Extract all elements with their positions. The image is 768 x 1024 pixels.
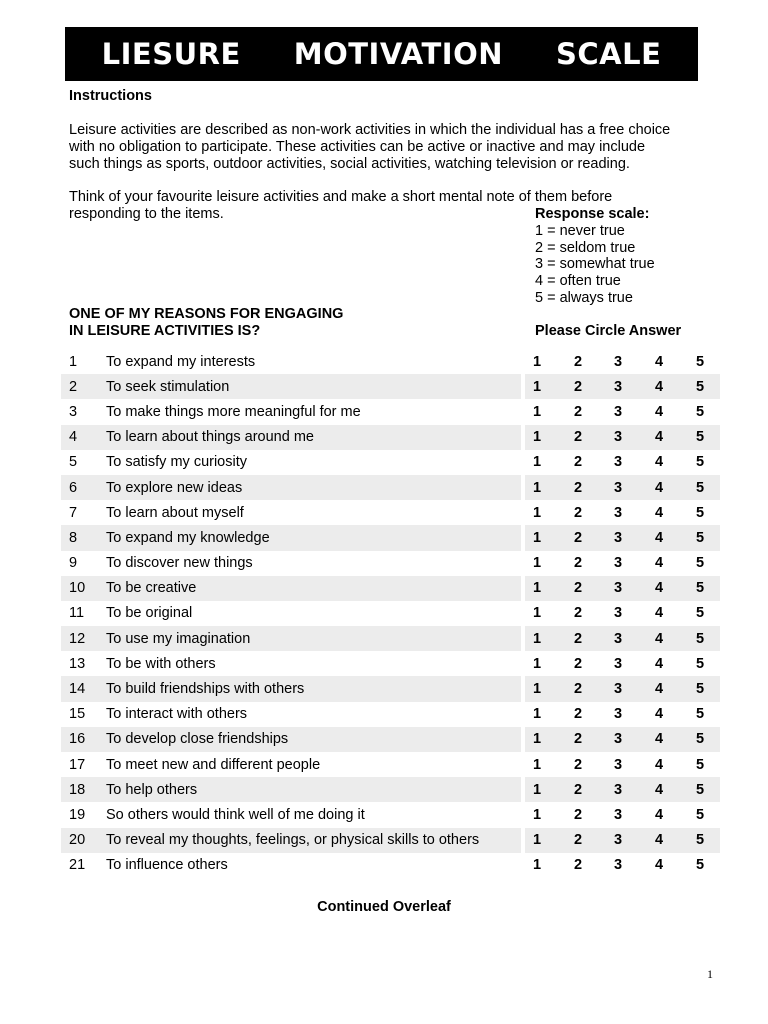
answer-option-2[interactable]: 2: [573, 403, 583, 420]
answer-option-1[interactable]: 1: [532, 353, 542, 370]
answer-option-2[interactable]: 2: [573, 353, 583, 370]
column-divider: [521, 651, 525, 676]
item-text: To seek stimulation: [106, 378, 230, 395]
answer-option-3[interactable]: 3: [613, 681, 623, 698]
answer-option-2[interactable]: 2: [573, 781, 583, 798]
answer-option-4[interactable]: 4: [654, 504, 664, 521]
answer-option-3[interactable]: 3: [613, 857, 623, 874]
page-number: 1: [707, 967, 713, 981]
answer-option-3[interactable]: 3: [613, 806, 623, 823]
item-row: [61, 752, 720, 777]
title-text: LIESURE MOTIVATION SCALE: [101, 37, 662, 71]
response-scale-item: 3 = somewhat true: [535, 256, 655, 273]
answer-option-4[interactable]: 4: [654, 353, 664, 370]
answer-option-4[interactable]: 4: [654, 806, 664, 823]
answer-option-3[interactable]: 3: [613, 605, 623, 622]
answer-option-3[interactable]: 3: [613, 731, 623, 748]
item-row: [61, 551, 720, 576]
answer-option-3[interactable]: 3: [613, 403, 623, 420]
column-divider: [521, 828, 525, 853]
answer-option-3[interactable]: 3: [613, 655, 623, 672]
answer-option-5[interactable]: 5: [695, 630, 705, 647]
answer-option-4[interactable]: 4: [654, 403, 664, 420]
answer-option-4[interactable]: 4: [654, 429, 664, 446]
answer-option-4[interactable]: 4: [654, 454, 664, 471]
answer-option-2[interactable]: 2: [573, 555, 583, 572]
answer-option-5[interactable]: 5: [695, 681, 705, 698]
answer-option-5[interactable]: 5: [695, 454, 705, 471]
item-text: To satisfy my curiosity: [106, 454, 247, 471]
answer-option-3[interactable]: 3: [613, 454, 623, 471]
instructions-heading: Instructions: [69, 88, 152, 104]
item-row: [61, 349, 720, 374]
item-row: [61, 828, 720, 853]
item-number: 19: [69, 806, 86, 823]
column-divider: [521, 752, 525, 777]
item-text: To make things more meaningful for me: [106, 403, 361, 420]
answer-option-5[interactable]: 5: [695, 781, 705, 798]
answer-option-5[interactable]: 5: [695, 429, 705, 446]
item-number: 6: [69, 479, 78, 496]
answer-option-4[interactable]: 4: [654, 731, 664, 748]
column-divider: [521, 626, 525, 651]
answer-option-4[interactable]: 4: [654, 832, 664, 849]
answer-option-2[interactable]: 2: [573, 479, 583, 496]
answer-option-1[interactable]: 1: [532, 529, 542, 546]
item-text: To build friendships with others: [106, 681, 305, 698]
answer-option-2[interactable]: 2: [573, 806, 583, 823]
answer-option-4[interactable]: 4: [654, 706, 664, 723]
answer-option-5[interactable]: 5: [695, 857, 705, 874]
answer-option-5[interactable]: 5: [695, 832, 705, 849]
answer-option-5[interactable]: 5: [695, 403, 705, 420]
item-row: [61, 374, 720, 399]
answer-option-5[interactable]: 5: [695, 756, 705, 773]
item-row: [61, 450, 720, 475]
column-divider: [521, 676, 525, 701]
item-text: To expand my knowledge: [106, 529, 270, 546]
item-row: [61, 676, 720, 701]
answer-option-2[interactable]: 2: [573, 681, 583, 698]
instructions-paragraph-2: Think of your favourite leisure activities and make a short mental note of them before responding to the items.: [69, 189, 613, 222]
answer-option-1[interactable]: 1: [532, 781, 542, 798]
answer-option-3[interactable]: 3: [613, 555, 623, 572]
answer-option-1[interactable]: 1: [532, 454, 542, 471]
continued-overleaf-note: Continued Overleaf: [317, 899, 451, 915]
answer-option-3[interactable]: 3: [613, 378, 623, 395]
answer-option-4[interactable]: 4: [654, 479, 664, 496]
answer-option-4[interactable]: 4: [654, 756, 664, 773]
answer-option-2[interactable]: 2: [573, 429, 583, 446]
item-row: [61, 576, 720, 601]
response-scale-item: 2 = seldom true: [535, 239, 636, 256]
response-scale-heading: Response scale:: [535, 206, 650, 222]
item-number: 16: [69, 731, 86, 748]
item-number: 7: [69, 504, 78, 521]
answer-option-3[interactable]: 3: [613, 479, 623, 496]
item-text: To be original: [106, 605, 193, 622]
item-row: [61, 777, 720, 802]
item-number: 4: [69, 429, 78, 446]
item-number: 15: [69, 706, 86, 723]
answer-option-3[interactable]: 3: [613, 630, 623, 647]
answer-heading: Please Circle Answer: [535, 323, 682, 339]
column-divider: [521, 727, 525, 752]
response-scale: [535, 206, 655, 307]
item-text: To influence others: [106, 857, 228, 874]
item-row: [61, 727, 720, 752]
column-divider: [521, 399, 525, 424]
answer-option-2[interactable]: 2: [573, 605, 583, 622]
answer-option-1[interactable]: 1: [532, 681, 542, 698]
answer-option-1[interactable]: 1: [532, 504, 542, 521]
item-text: To be with others: [106, 655, 216, 672]
item-text: To learn about things around me: [106, 429, 314, 446]
instructions-paragraph-1: Leisure activities are described as non-work activities in which the individual has a free choice with no obligation to participate. These activities can be active or inactive and may include such things as sports, outdoor activities, social activities, watching television or reading.: [69, 122, 671, 172]
answer-option-1[interactable]: 1: [532, 630, 542, 647]
answer-option-3[interactable]: 3: [613, 832, 623, 849]
answer-option-4[interactable]: 4: [654, 555, 664, 572]
answer-option-4[interactable]: 4: [654, 378, 664, 395]
column-divider: [521, 551, 525, 576]
item-number: 11: [69, 605, 85, 622]
answer-option-1[interactable]: 1: [532, 429, 542, 446]
item-number: 3: [69, 403, 78, 420]
column-divider: [521, 475, 525, 500]
column-divider: [521, 425, 525, 450]
item-text: To reveal my thoughts, feelings, or physical skills to others: [106, 832, 480, 849]
item-number: 1: [69, 353, 78, 370]
answer-option-5[interactable]: 5: [695, 353, 705, 370]
answer-option-4[interactable]: 4: [654, 857, 664, 874]
item-number: 21: [69, 857, 86, 874]
item-row: [61, 626, 720, 651]
answer-option-1[interactable]: 1: [532, 555, 542, 572]
item-row: [61, 500, 720, 525]
answer-option-4[interactable]: 4: [654, 529, 664, 546]
answer-option-1[interactable]: 1: [532, 832, 542, 849]
answer-option-2[interactable]: 2: [573, 378, 583, 395]
column-divider: [521, 576, 525, 601]
answer-option-1[interactable]: 1: [532, 756, 542, 773]
item-text: To develop close friendships: [106, 731, 289, 748]
answer-option-1[interactable]: 1: [532, 479, 542, 496]
item-text: To help others: [106, 781, 198, 798]
answer-option-2[interactable]: 2: [573, 731, 583, 748]
answer-option-2[interactable]: 2: [573, 655, 583, 672]
answer-option-3[interactable]: 3: [613, 756, 623, 773]
answer-option-4[interactable]: 4: [654, 605, 664, 622]
item-row: [61, 802, 720, 827]
item-text: So others would think well of me doing it: [106, 806, 365, 823]
item-text: To meet new and different people: [106, 756, 321, 773]
column-divider: [521, 702, 525, 727]
answer-option-1[interactable]: 1: [532, 731, 542, 748]
answer-option-4[interactable]: 4: [654, 655, 664, 672]
answer-option-2[interactable]: 2: [573, 529, 583, 546]
answer-option-5[interactable]: 5: [695, 605, 705, 622]
response-scale-item: 1 = never true: [535, 222, 625, 239]
column-divider: [521, 601, 525, 626]
answer-option-5[interactable]: 5: [695, 529, 705, 546]
answer-option-5[interactable]: 5: [695, 806, 705, 823]
answer-option-1[interactable]: 1: [532, 806, 542, 823]
answer-option-2[interactable]: 2: [573, 454, 583, 471]
item-text: To discover new things: [106, 555, 253, 572]
item-text: To be creative: [106, 580, 197, 597]
item-row: [61, 601, 720, 626]
item-text: To explore new ideas: [106, 479, 243, 496]
item-text: To use my imagination: [106, 630, 251, 647]
answer-option-2[interactable]: 2: [573, 580, 583, 597]
answer-option-2[interactable]: 2: [573, 706, 583, 723]
answer-option-5[interactable]: 5: [695, 655, 705, 672]
answer-option-5[interactable]: 5: [695, 479, 705, 496]
answer-option-1[interactable]: 1: [532, 378, 542, 395]
column-divider: [521, 500, 525, 525]
answer-option-5[interactable]: 5: [695, 378, 705, 395]
item-row: [61, 525, 720, 550]
answer-option-2[interactable]: 2: [573, 630, 583, 647]
answer-option-5[interactable]: 5: [695, 555, 705, 572]
answer-option-3[interactable]: 3: [613, 781, 623, 798]
answer-option-1[interactable]: 1: [532, 655, 542, 672]
answer-option-5[interactable]: 5: [695, 706, 705, 723]
answer-option-3[interactable]: 3: [613, 504, 623, 521]
item-number: 13: [69, 655, 86, 672]
item-row: [61, 399, 720, 424]
answer-option-5[interactable]: 5: [695, 504, 705, 521]
item-number: 10: [69, 580, 86, 597]
answer-option-1[interactable]: 1: [532, 706, 542, 723]
item-number: 8: [69, 529, 78, 546]
answer-option-4[interactable]: 4: [654, 580, 664, 597]
answer-option-3[interactable]: 3: [613, 529, 623, 546]
answer-option-2[interactable]: 2: [573, 504, 583, 521]
item-number: 9: [69, 555, 78, 572]
answer-option-4[interactable]: 4: [654, 681, 664, 698]
column-divider: [521, 802, 525, 827]
item-number: 5: [69, 454, 78, 471]
answer-option-1[interactable]: 1: [532, 857, 542, 874]
column-divider: [521, 374, 525, 399]
answer-option-2[interactable]: 2: [573, 832, 583, 849]
item-row: [61, 425, 720, 450]
answer-option-1[interactable]: 1: [532, 580, 542, 597]
response-scale-item: 5 = always true: [535, 289, 633, 306]
answer-option-5[interactable]: 5: [695, 731, 705, 748]
item-number: 17: [69, 756, 86, 773]
item-number: 12: [69, 630, 86, 647]
item-text: To interact with others: [106, 706, 248, 723]
answer-option-3[interactable]: 3: [613, 580, 623, 597]
answer-option-4[interactable]: 4: [654, 630, 664, 647]
title-banner: [65, 27, 698, 81]
response-scale-item: 4 = often true: [535, 273, 621, 290]
item-row: [61, 853, 720, 878]
item-number: 14: [69, 681, 86, 698]
column-divider: [521, 853, 525, 878]
item-row: [61, 702, 720, 727]
column-divider: [521, 349, 525, 374]
item-row: [61, 475, 720, 500]
item-number: 2: [69, 378, 78, 395]
column-divider: [521, 450, 525, 475]
answer-option-5[interactable]: 5: [695, 580, 705, 597]
section-heading: ONE OF MY REASONS FOR ENGAGING IN LEISURE ACTIVITIES IS?: [69, 306, 344, 339]
item-text: To learn about myself: [106, 504, 244, 521]
answer-option-3[interactable]: 3: [613, 429, 623, 446]
item-row: [61, 651, 720, 676]
answer-option-1[interactable]: 1: [532, 403, 542, 420]
item-text: To expand my interests: [106, 353, 256, 370]
column-divider: [521, 525, 525, 550]
answer-option-4[interactable]: 4: [654, 781, 664, 798]
column-divider: [521, 777, 525, 802]
answer-option-3[interactable]: 3: [613, 353, 623, 370]
item-number: 20: [69, 832, 86, 849]
item-number: 18: [69, 781, 86, 798]
answer-option-2[interactable]: 2: [573, 857, 583, 874]
answer-option-3[interactable]: 3: [613, 706, 623, 723]
items-table: [61, 349, 720, 878]
answer-option-2[interactable]: 2: [573, 756, 583, 773]
answer-option-1[interactable]: 1: [532, 605, 542, 622]
